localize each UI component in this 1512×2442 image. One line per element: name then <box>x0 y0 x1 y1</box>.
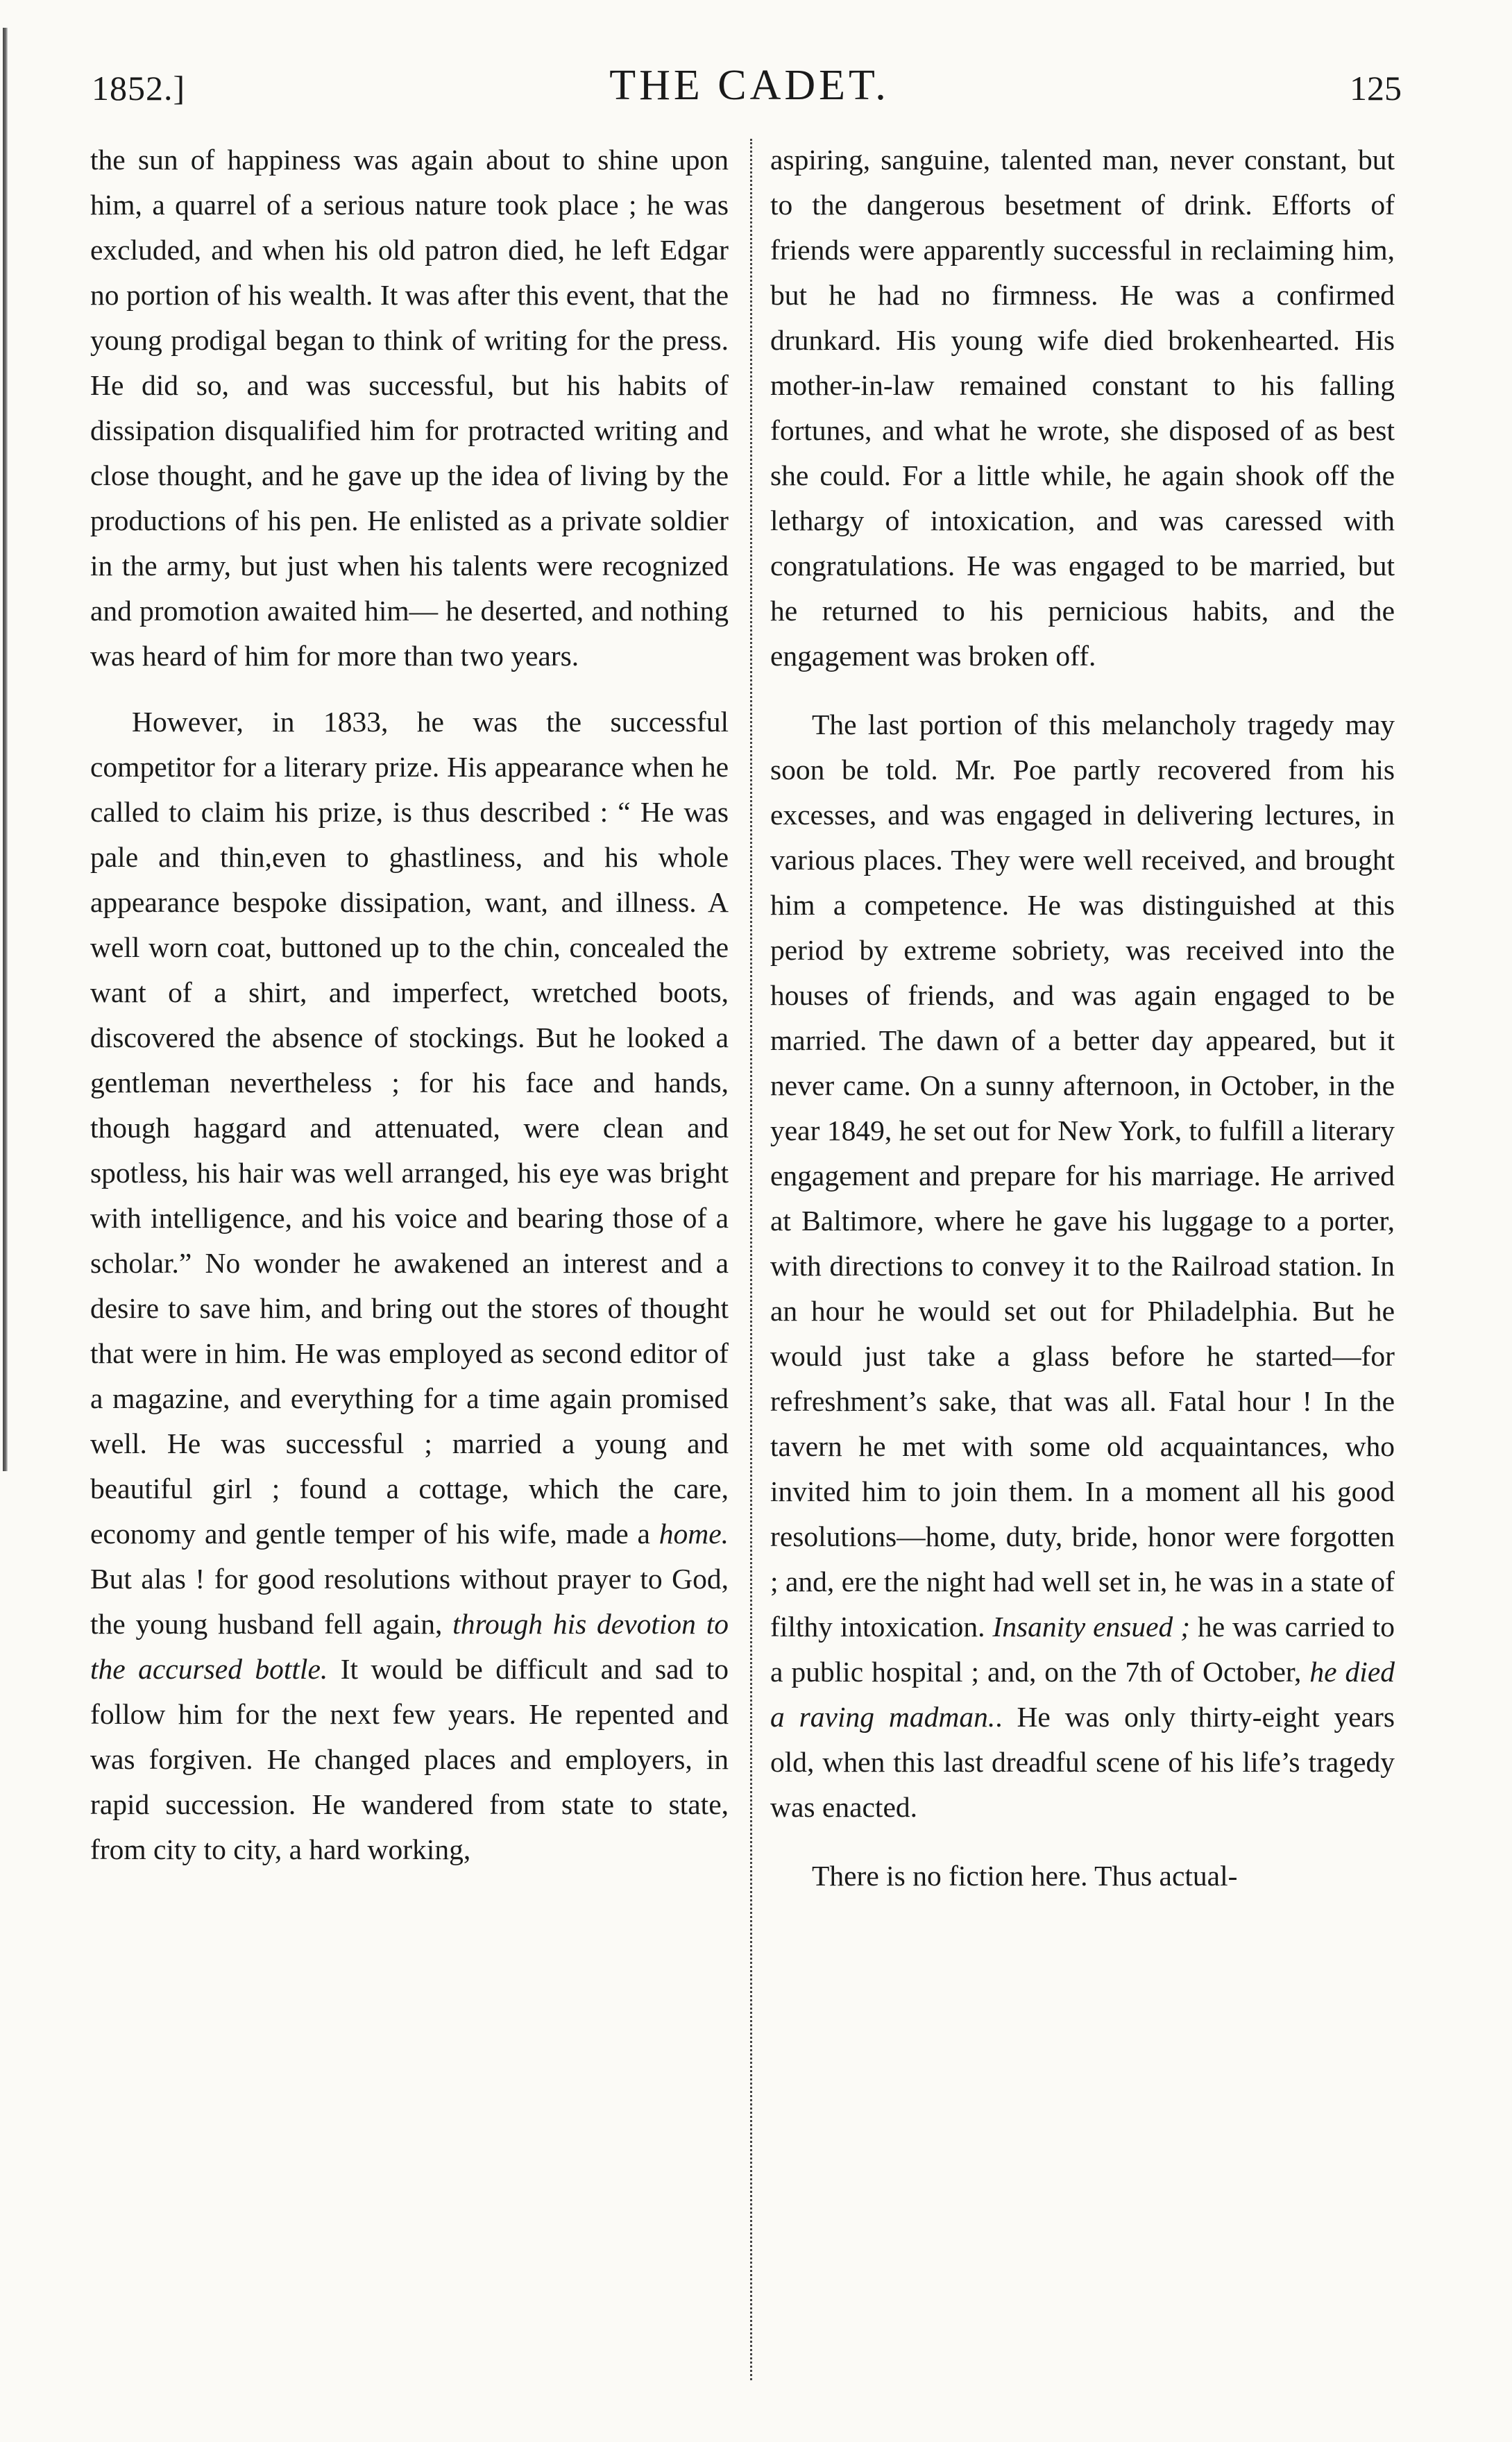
left-paragraph-2-italic: through his devotion to the accursed bottle. <box>90 1608 729 1685</box>
binding-edge <box>3 28 8 1471</box>
left-paragraph-2 <box>90 699 729 1872</box>
right-paragraph-1: aspiring, sanguine, talented man, never constant, but to the dangerous besetment of drink. Efforts of friends were apparently successful in reclaiming him, but he had no firmness. He was a confirmed drunkard. His young wife died brokenhearted. His mother-in-law remained constant to his falling fortunes, and what he wrote, she disposed of as best she could. For a little while, he again shook off the lethargy of intoxication, and was caressed with congratulations. He was engaged to be married, but he returned to his pernicious habits, and the engagement was broken off. <box>770 144 1395 672</box>
left-paragraph-2-text-a: However, in 1833, he was the successful competitor for a literary prize. His appearance when he called to claim his prize, is thus described : “ He was pale and thin,even to ghastliness, and his whole appearance bespoke dissipation, want, and illness. A well worn coat, buttoned up to the chin, concealed the want of a shirt, and imperfect, wretched boots, discovered the absence of stockings. But he looked a gentleman nevertheless ; for his face and hands, though haggard and attenuated, were clean and spotless, his hair was well arranged, his eye was bright with intelligence, and his voice and bearing those of a scholar.” No wonder he awakened an interest and a desire to save him, and bring out the stores of thought that were in him. He was employed as second editor of a magazine, and everything for a time again promised well. He was successful ; married a young and beautiful girl ; found a cottage, which the care, economy and gentle temper of his wife, made a <box>90 706 729 1550</box>
book-page <box>90 56 1409 2415</box>
left-paragraph-2-text-c: It would be difficult and sad to follow him for the next few years. He repented and was forgiven. He changed places and employers, in rapid succession. He wandered from state to state, from city to city, a hard working, <box>90 1653 729 1865</box>
running-header <box>90 56 1409 132</box>
right-paragraph-2-text-a: The last portion of this melancholy tragedy may soon be told. Mr. Poe partly recovered from his excesses, and was engaged in delivering lectures, in various places. They were well received, and brought him a competence. He was distinguished at this period by extreme sobriety, was received into the houses of friends, and was again engaged to be married. The dawn of a better day appeared, but it never came. On a sunny afternoon, in October, in the year 1849, he set out for New York, to fulfill a literary engagement and prepare for his marriage. He arrived at Baltimore, where he gave his luggage to a porter, with directions to convey it to the Railroad station. In an hour he would set out for Philadelphia. But he would just take a glass before he started—for refreshment’s sake, that was all. Fatal hour ! In the tavern he met with some old acquaintances, who invited him to join them. In a moment all his good resolutions—home, duty, bride, honor were forgotten ; and, ere the night had well set in, he was in a state of filthy intoxication. <box>770 709 1395 1643</box>
right-paragraph-2-text-b: he was carried to a public hospital ; and, on the 7th of October, <box>770 1611 1395 1688</box>
left-paragraph-2-home: home. <box>659 1518 729 1550</box>
page-number: 125 <box>1350 69 1402 108</box>
right-paragraph-2-died: he died a raving madman. <box>770 1656 1395 1733</box>
right-column <box>770 137 1395 1899</box>
column-divider <box>750 139 752 2380</box>
right-paragraph-2-text-c: . He was only thirty-eight years old, when this last dreadful scene of his life’s tragedy was enacted. <box>770 1701 1395 1823</box>
right-paragraph-3: There is no fiction here. Thus actual- <box>812 1860 1238 1892</box>
left-paragraph-2-text-b: But alas ! for good resolutions without prayer to God, the young husband fell again, <box>90 1563 729 1640</box>
left-paragraph-1: the sun of happiness was again about to shine upon him, a quarrel of a serious nature took place ; he was excluded, and when his old patron died, he left Edgar no portion of his wealth. It was after this event, that the young prodigal began to think of writing for the press. He did so, and was successful, but his habits of dissipation disqualified him for protracted writing and close thought, and he gave up the idea of living by the productions of his pen. He enlisted as a private soldier in the army, but just when his talents were recognized and promotion awaited him— he deserted, and nothing was heard of him for more than two years. <box>90 144 729 672</box>
right-paragraph-2 <box>770 702 1395 1830</box>
journal-title: THE CADET. <box>609 62 890 109</box>
header-year: 1852.] <box>92 69 186 108</box>
right-paragraph-2-insanity: Insanity ensued ; <box>992 1611 1191 1643</box>
left-column <box>90 137 729 1872</box>
